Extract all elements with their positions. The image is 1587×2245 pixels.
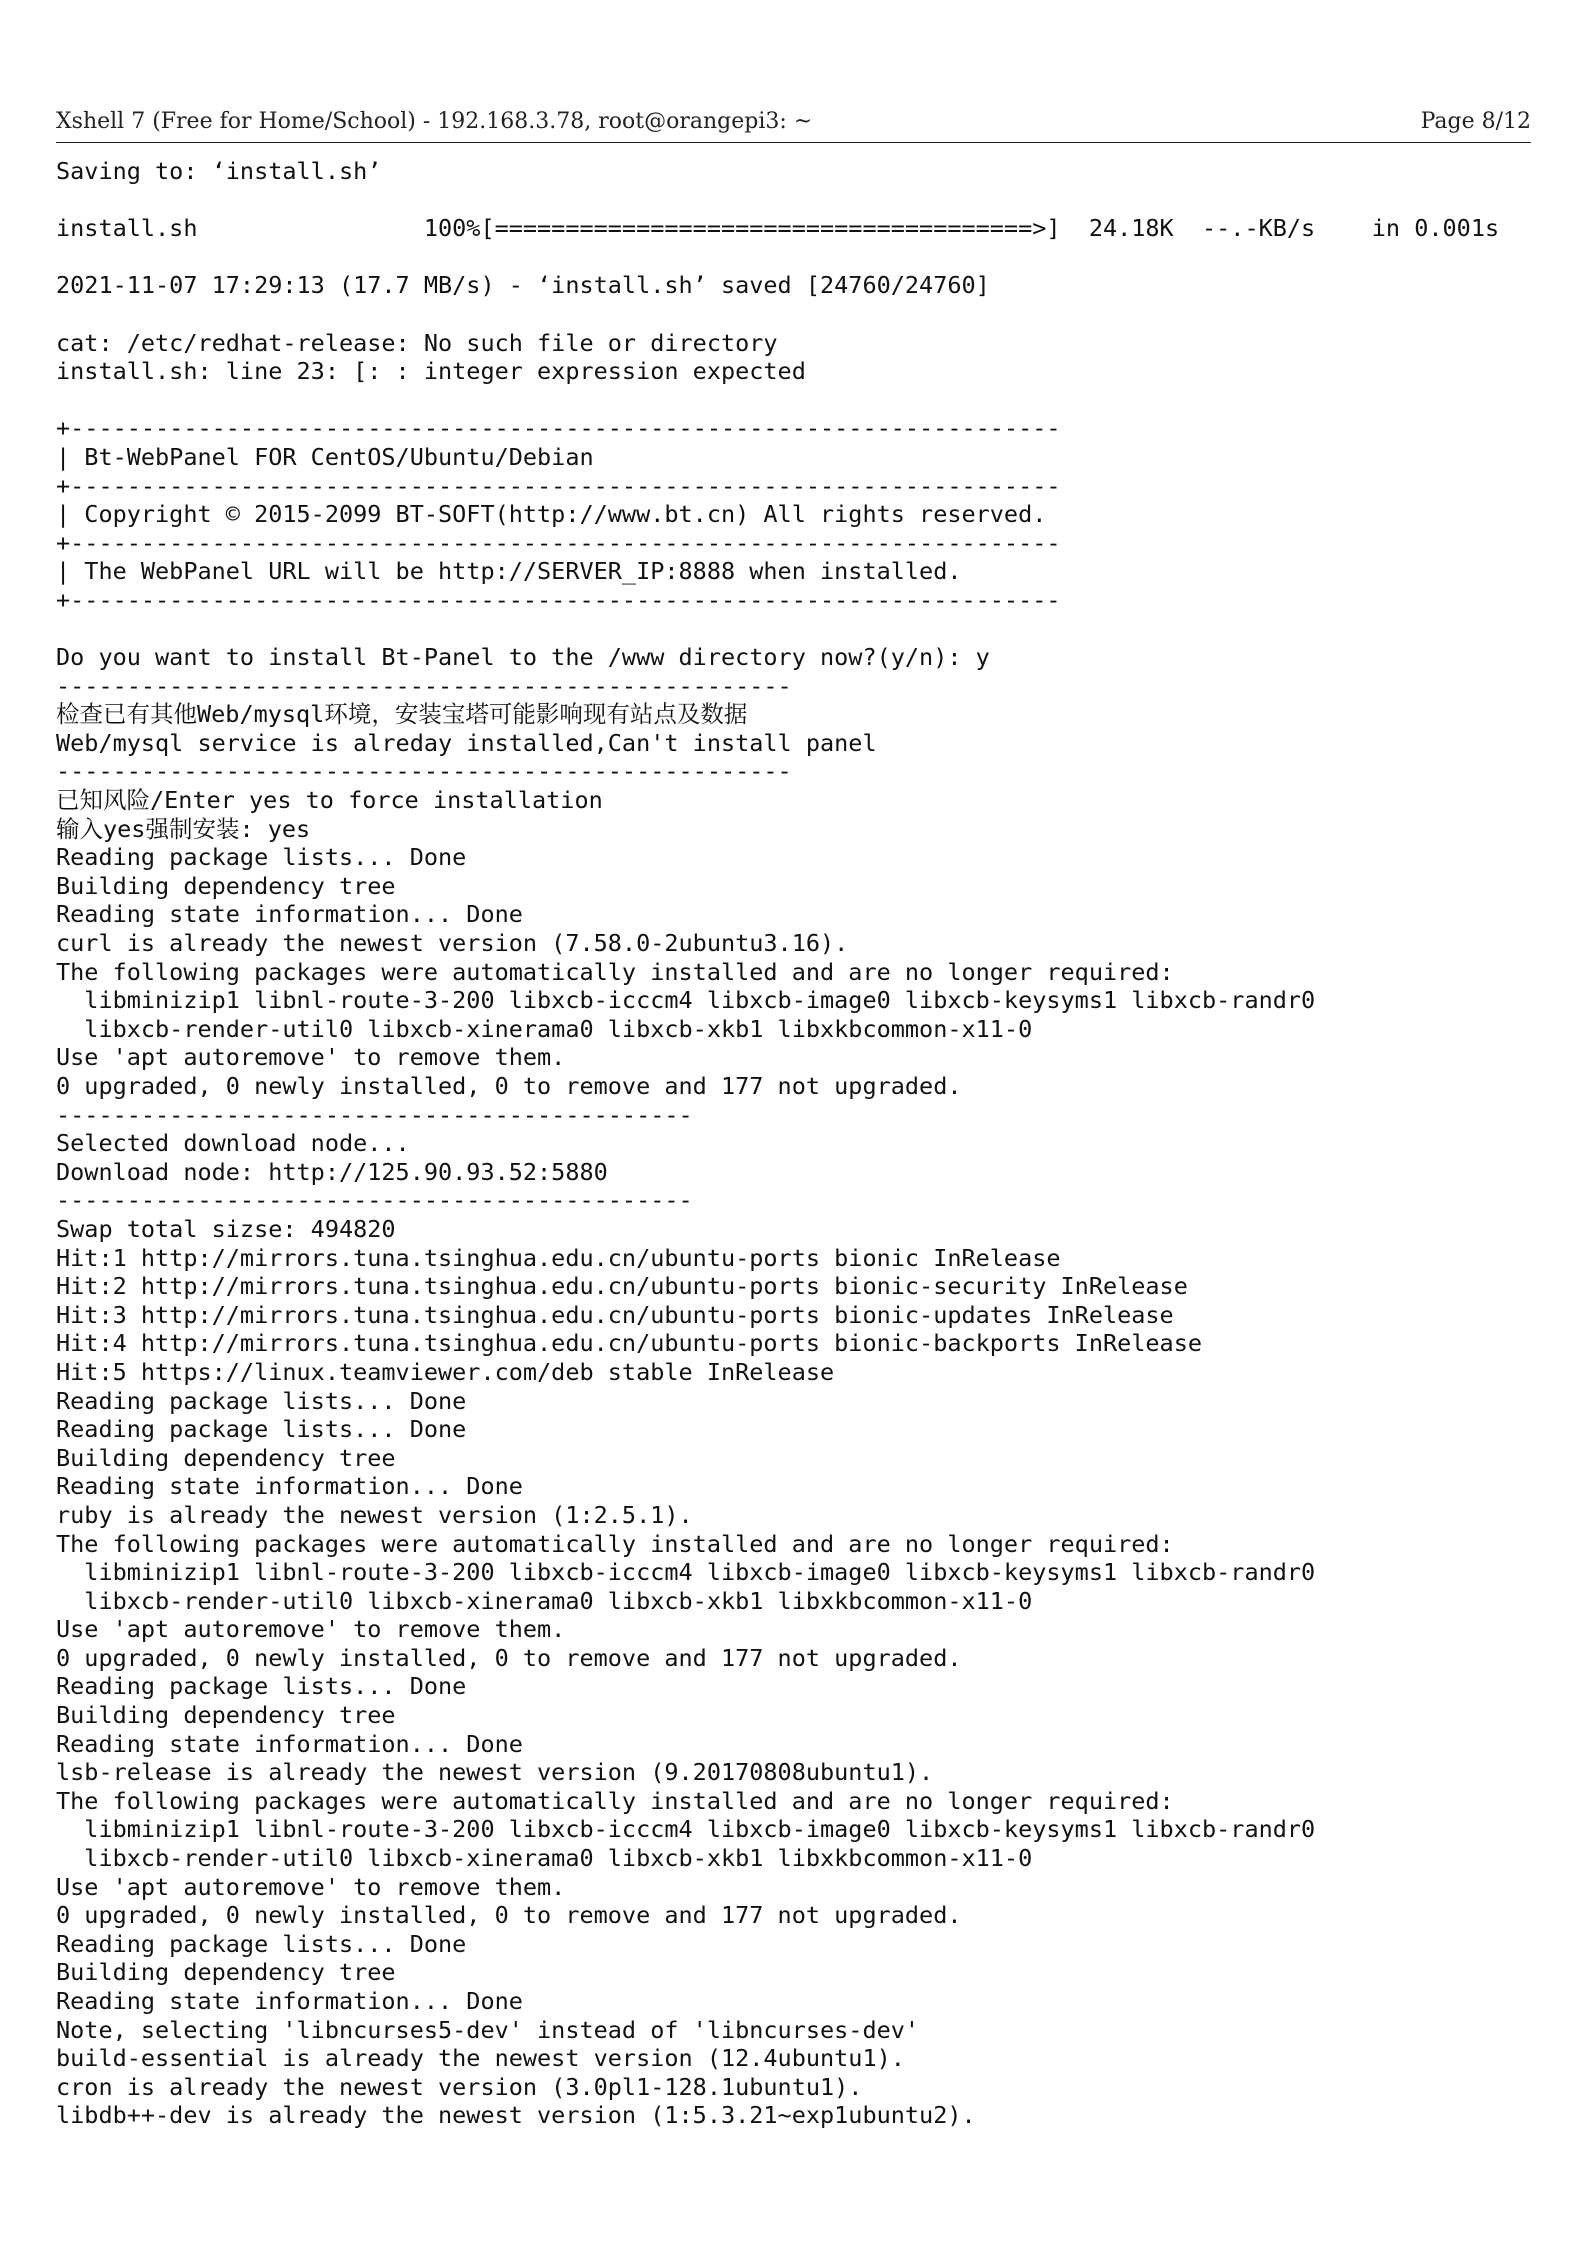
terminal-line: 0 upgraded, 0 newly installed, 0 to remove and 177 not upgraded. bbox=[56, 1643, 962, 1672]
terminal-line: Use 'apt autoremove' to remove them. bbox=[56, 1043, 566, 1072]
terminal-line bbox=[56, 300, 1576, 329]
terminal-line: Reading package lists... Done bbox=[56, 1929, 467, 1958]
terminal-line: install.sh: line 23: [: : integer expression expected bbox=[56, 357, 806, 386]
terminal-line: libminizip1 libnl-route-3-200 libxcb-icccm4 libxcb-image0 libxcb-keysyms1 libxcb-randr0 bbox=[56, 1815, 1316, 1844]
terminal-line: | Copyright © 2015-2099 BT-SOFT(http://www.bt.cn) All rights reserved. bbox=[56, 500, 1047, 529]
terminal-line: Reading state information... Done bbox=[56, 900, 523, 929]
page-header bbox=[56, 100, 1531, 143]
terminal-line: libminizip1 libnl-route-3-200 libxcb-icccm4 libxcb-image0 libxcb-keysyms1 libxcb-randr0 bbox=[56, 986, 1316, 1015]
terminal-line: Building dependency tree bbox=[56, 1443, 396, 1472]
terminal-line: | Bt-WebPanel FOR CentOS/Ubuntu/Debian bbox=[56, 442, 594, 471]
terminal-line: Hit:5 https://linux.teamviewer.com/deb stable InRelease bbox=[56, 1357, 835, 1386]
terminal-line: --------------------------------------------- bbox=[56, 1100, 693, 1129]
terminal-line: ---------------------------------------------------- bbox=[56, 757, 792, 786]
terminal-line: +---------------------------------------------------------------------- bbox=[56, 414, 1061, 443]
terminal-line: 输入yes强制安装: yes bbox=[56, 814, 311, 843]
terminal-line: Reading package lists... Done bbox=[56, 1386, 467, 1415]
terminal-line bbox=[56, 186, 1576, 215]
terminal-line: Use 'apt autoremove' to remove them. bbox=[56, 1615, 566, 1644]
terminal-line: Reading state information... Done bbox=[56, 1729, 523, 1758]
terminal-line bbox=[56, 615, 1576, 644]
terminal-line: Do you want to install Bt-Panel to the /www directory now?(y/n): y bbox=[56, 643, 990, 672]
terminal-line: cron is already the newest version (3.0pl1-128.1ubuntu1). bbox=[56, 2072, 863, 2101]
terminal-line: Reading package lists... Done bbox=[56, 843, 467, 872]
terminal-line: 已知风险/Enter yes to force installation bbox=[56, 786, 603, 815]
terminal-line: Reading package lists... Done bbox=[56, 1415, 467, 1444]
terminal-line: libxcb-render-util0 libxcb-xinerama0 libxcb-xkb1 libxkbcommon-x11-0 bbox=[56, 1844, 1033, 1873]
terminal-line: libxcb-render-util0 libxcb-xinerama0 libxcb-xkb1 libxkbcommon-x11-0 bbox=[56, 1586, 1033, 1615]
terminal-output bbox=[56, 157, 1576, 2130]
terminal-line: Hit:2 http://mirrors.tuna.tsinghua.edu.cn/ubuntu-ports bionic-security InRelease bbox=[56, 1272, 1188, 1301]
terminal-line: The following packages were automatically installed and are no longer required: bbox=[56, 1786, 1174, 1815]
terminal-line: 0 upgraded, 0 newly installed, 0 to remove and 177 not upgraded. bbox=[56, 1901, 962, 1930]
terminal-line: install.sh 100%[======================================>] 24.18K --.-KB/s in 0.001s bbox=[56, 214, 1500, 243]
terminal-line: Building dependency tree bbox=[56, 1701, 396, 1730]
terminal-line: cat: /etc/redhat-release: No such file or directory bbox=[56, 328, 778, 357]
terminal-line: Reading package lists... Done bbox=[56, 1672, 467, 1701]
terminal-line bbox=[56, 386, 1576, 415]
terminal-line: Saving to: ‘install.sh’ bbox=[56, 157, 382, 185]
terminal-line: 检查已有其他Web/mysql环境，安装宝塔可能影响现有站点及数据 bbox=[56, 700, 748, 729]
terminal-line: libminizip1 libnl-route-3-200 libxcb-icccm4 libxcb-image0 libxcb-keysyms1 libxcb-randr0 bbox=[56, 1558, 1316, 1587]
terminal-line: +---------------------------------------------------------------------- bbox=[56, 471, 1061, 500]
terminal-line: --------------------------------------------- bbox=[56, 1186, 693, 1215]
terminal-line: +---------------------------------------------------------------------- bbox=[56, 528, 1061, 557]
terminal-line: libxcb-render-util0 libxcb-xinerama0 libxcb-xkb1 libxkbcommon-x11-0 bbox=[56, 1014, 1033, 1043]
terminal-line: +---------------------------------------------------------------------- bbox=[56, 585, 1061, 614]
terminal-line: Hit:1 http://mirrors.tuna.tsinghua.edu.cn/ubuntu-ports bionic InRelease bbox=[56, 1243, 1061, 1272]
window-title: Xshell 7 (Free for Home/School) - 192.168.3.78, root@orangepi3: ~ bbox=[56, 109, 813, 134]
terminal-line: Reading state information... Done bbox=[56, 1987, 523, 2015]
terminal-line: Note, selecting 'libncurses5-dev' instead of 'libncurses-dev' bbox=[56, 2015, 920, 2044]
terminal-line: libdb++-dev is already the newest version (1:5.3.21~exp1ubuntu2). bbox=[56, 2101, 976, 2130]
terminal-line: ruby is already the newest version (1:2.5.1). bbox=[56, 1500, 693, 1529]
terminal-line: curl is already the newest version (7.58.0-2ubuntu3.16). bbox=[56, 929, 849, 958]
terminal-line: Selected download node... bbox=[56, 1129, 410, 1158]
terminal-line: | The WebPanel URL will be http://SERVER_IP:8888 when installed. bbox=[56, 557, 962, 586]
terminal-line: lsb-release is already the newest version (9.20170808ubuntu1). bbox=[56, 1758, 934, 1787]
terminal-line: Reading state information... Done bbox=[56, 1472, 523, 1501]
terminal-line: ---------------------------------------------------- bbox=[56, 671, 792, 700]
terminal-line: Download node: http://125.90.93.52:5880 bbox=[56, 1157, 608, 1186]
terminal-line: Hit:3 http://mirrors.tuna.tsinghua.edu.cn/ubuntu-ports bionic-updates InRelease bbox=[56, 1300, 1174, 1329]
terminal-line: Swap total sizse: 494820 bbox=[56, 1214, 396, 1243]
terminal-line: Building dependency tree bbox=[56, 871, 396, 900]
terminal-line bbox=[56, 243, 1576, 272]
terminal-line: Use 'apt autoremove' to remove them. bbox=[56, 1872, 566, 1901]
terminal-line: Web/mysql service is alreday installed,Can't install panel bbox=[56, 728, 877, 757]
terminal-line: build-essential is already the newest version (12.4ubuntu1). bbox=[56, 2044, 905, 2073]
terminal-line: 0 upgraded, 0 newly installed, 0 to remove and 177 not upgraded. bbox=[56, 1072, 962, 1100]
terminal-line: Building dependency tree bbox=[56, 1958, 396, 1987]
terminal-line: The following packages were automatically installed and are no longer required: bbox=[56, 957, 1174, 986]
terminal-line: 2021-11-07 17:29:13 (17.7 MB/s) - ‘install.sh’ saved [24760/24760] bbox=[56, 271, 990, 300]
terminal-line: Hit:4 http://mirrors.tuna.tsinghua.edu.cn/ubuntu-ports bionic-backports InRelease bbox=[56, 1329, 1203, 1358]
terminal-line: The following packages were automatically installed and are no longer required: bbox=[56, 1529, 1174, 1558]
page-number: Page 8/12 bbox=[1420, 109, 1531, 134]
